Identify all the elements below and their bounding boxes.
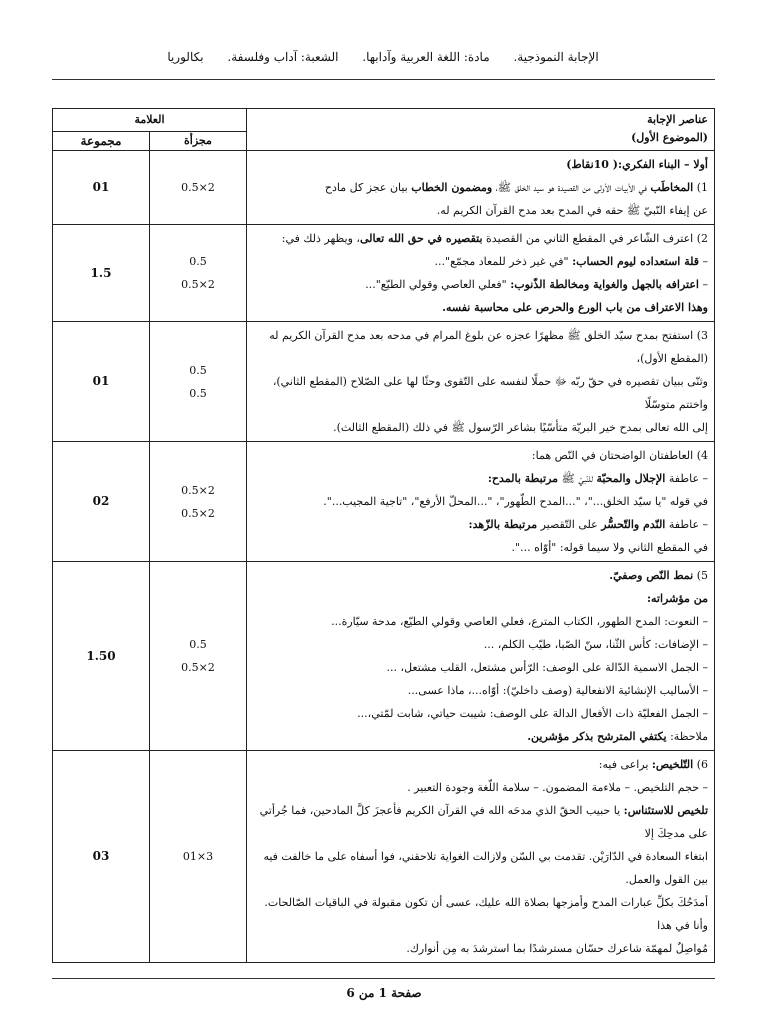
- part-grade: 2×0.5: [181, 483, 215, 497]
- page-number: صفحة 1 من 6: [346, 986, 422, 1000]
- part-grade: 0.5: [189, 363, 207, 377]
- answer-header-title: عناصر الإجابة: [647, 113, 708, 126]
- answer-line: – قلة استعداده ليوم الحساب: "في غير ذخر للمعاد مجمّع"...: [434, 255, 708, 268]
- answer-line: – النعوت: المدح الطهور، الكتاب المترع، فعلي العاصي وقولي الطيّع، مدحة سيّارة...: [331, 615, 708, 628]
- answer-line: – حجم التلخيص. – ملاءمة المضمون. – سلامة اللّغة وجودة التعبير .: [407, 781, 708, 794]
- part-grade: 0.5: [189, 386, 207, 400]
- total-grade-cell: 03: [53, 751, 150, 963]
- part-grade: 0.5: [189, 638, 207, 651]
- answer-line: 4) العاطفتان الواضحتان في النّص هما:: [531, 449, 708, 462]
- table-row: [53, 751, 715, 963]
- total-grade-cell: 02: [53, 442, 150, 562]
- total-grade-cell: 1.5: [53, 225, 150, 322]
- answer-line: من مؤشراته:: [646, 592, 708, 605]
- answer-line: – الإضافات: كأس الثّنا، سنّ الصّبا، طيّب الكلم، ...: [483, 638, 708, 651]
- total-grade-cell: 01: [53, 151, 150, 225]
- answer-line: مُواصِلٌ لمهمّة شاعرك حسّان مسترشدًا بما استرشدَ به مِن أنوارك.: [406, 942, 708, 955]
- header-divider: [52, 79, 715, 80]
- answer-line: – عاطفة النّدم والتّحسُّر على التّقصير مرتبطة بالزّهد:: [468, 518, 708, 531]
- answer-line: – اعترافه بالجهل والغواية ومخالطة الذّنوب: "فعلي العاصي وقولي الطيّع"...: [365, 278, 708, 291]
- subject-label: مادة: اللغة العربية وآدابها.: [362, 50, 490, 64]
- page-header: [52, 50, 714, 64]
- part-grade-cell: [150, 442, 247, 562]
- answer-line: – الجمل الاسمية الدّالة على الوصف: الرّأس مشتعل، القلب مشتعل، ...: [386, 661, 708, 674]
- part-grade-cell: [150, 751, 247, 963]
- answer-line: تلخيص للاستئناس: يا حبيب الحقّ الذي مدحَه الله في القرآن الكريم فأعجزَ كلَّ المادحين، فما جُرأتي على مدحِكَ إلا: [259, 804, 708, 840]
- grade-column-header: العلامة: [53, 109, 247, 132]
- answer-column-header: [247, 109, 715, 151]
- answer-line: ابتغاء السعادة في الدّارَيْن. تقدمت بي السّن ولازالت الغواية تلاحقني، فوا أسفاه على ما خالفت فيه بين القول والعمل.: [263, 850, 708, 886]
- part-grade: 3×01: [182, 850, 214, 863]
- part-grade-cell: [150, 151, 247, 225]
- answer-cell: [247, 442, 715, 562]
- answer-line: عن إيفاء النّبيّ ﷺ حقه في المدح بعد مدح القرآن الكريم له.: [436, 204, 708, 217]
- table-row: [53, 322, 715, 442]
- answer-line: في المقطع الثاني ولا سيما قوله: "أوّاه ...".: [511, 541, 708, 554]
- answer-cell: [247, 225, 715, 322]
- answer-line: 3) استفتح بمدح سيّد الخلق ﷺ مظهرًا عجزه عن بلوغ المرام في مدحه بعد مدح القرآن الكريم له (المقطع الأول)،: [269, 329, 708, 365]
- answer-line: – الأساليب الإنشائية الانفعالية (وصف داخليّ): أوّاه...، ماذا عسى...: [407, 684, 708, 697]
- table-row: [53, 151, 715, 225]
- part-grade: 2×0.5: [181, 181, 215, 194]
- answer-line: 2) اعترف الشّاعر في المقطع الثاني من القصيدة بتقصيره في حق الله تعالى، ويظهر ذلك في:: [281, 232, 708, 245]
- part-grade-cell: [150, 322, 247, 442]
- part-column-header: مجزأة: [150, 132, 247, 151]
- answer-line: أمدَحُكَ بكلِّ عبارات المدح وأمزجها بصلاة الله عليك، عسى أن تكون مقبولة في الباقيات الصّالحات. وأنا في هذا: [264, 896, 708, 932]
- total-grade-cell: 01: [53, 322, 150, 442]
- part-grade: 2×0.5: [181, 506, 215, 520]
- answer-table: [52, 108, 715, 963]
- answer-line: إلى الله تعالى بمدح خير البريّة متأسّيًا بشاعر الرّسول ﷺ في ذلك (المقطع الثالث).: [333, 421, 708, 434]
- answer-cell: [247, 322, 715, 442]
- table-row: [53, 562, 715, 751]
- branch-label: الشعبة: آداب وفلسفة.: [227, 50, 339, 64]
- total-column-header: مجموعة: [53, 132, 150, 151]
- part-grade-cell: [150, 225, 247, 322]
- answer-line: وهذا الاعتراف من باب الورع والحرص على محاسبة نفسه.: [442, 301, 708, 314]
- part-grade: 2×0.5: [181, 661, 215, 674]
- total-grade-cell: 1.50: [53, 562, 150, 751]
- doc-label: الإجابة النموذجية.: [513, 50, 599, 64]
- part-grade: 0.5: [189, 255, 207, 268]
- exam-label: بكالوريا: [167, 50, 204, 64]
- answer-cell: [247, 751, 715, 963]
- answer-line: وثنّى ببيان تقصيره في حقّ ربّه ﷻ حملًا لنفسه على التّقوى وحثًا لها على الصّلاح (المقطع الثاني)، واختتم متوسّلًا: [272, 375, 708, 411]
- part-grade: 2×0.5: [181, 278, 215, 291]
- answer-header-subtitle: (الموضوع الأول): [631, 131, 708, 144]
- answer-cell: [247, 562, 715, 751]
- answer-line: – عاطفة الإجلال والمحبّة للنّبيّ ﷺ مرتبطة بالمدح:: [487, 472, 708, 485]
- answer-line: – الجمل الفعليّة ذات الأفعال الدالة على الوصف: شيبت حياتي، شابت لمّتي،...: [357, 707, 708, 720]
- answer-line: 1) المخاطَب في الأبيات الأولى من القصيدة هو سيد الخلق ﷺ، ومضمون الخطاب بيان عجز كل مادح: [324, 181, 708, 194]
- answer-line: ملاحظة: يكتفي المترشح بذكر مؤشرين.: [527, 730, 708, 743]
- answer-line: في قوله "يا سيّد الخلق..."، "...المدح الطّهور"، "...المحلّ الأرفع"، "تاجية المجيب...".: [323, 495, 708, 508]
- table-row: [53, 442, 715, 562]
- answer-cell: [247, 151, 715, 225]
- part-grade-cell: [150, 562, 247, 751]
- footer-divider: [52, 978, 715, 979]
- section-title: أولا – البناء الفكري:( 10نقاط): [566, 158, 708, 171]
- answer-line: 5) نمط النّص وصفيّ.: [609, 569, 708, 582]
- table-row: [53, 225, 715, 322]
- answer-line: 6) التّلخيص: يراعى فيه:: [598, 758, 708, 771]
